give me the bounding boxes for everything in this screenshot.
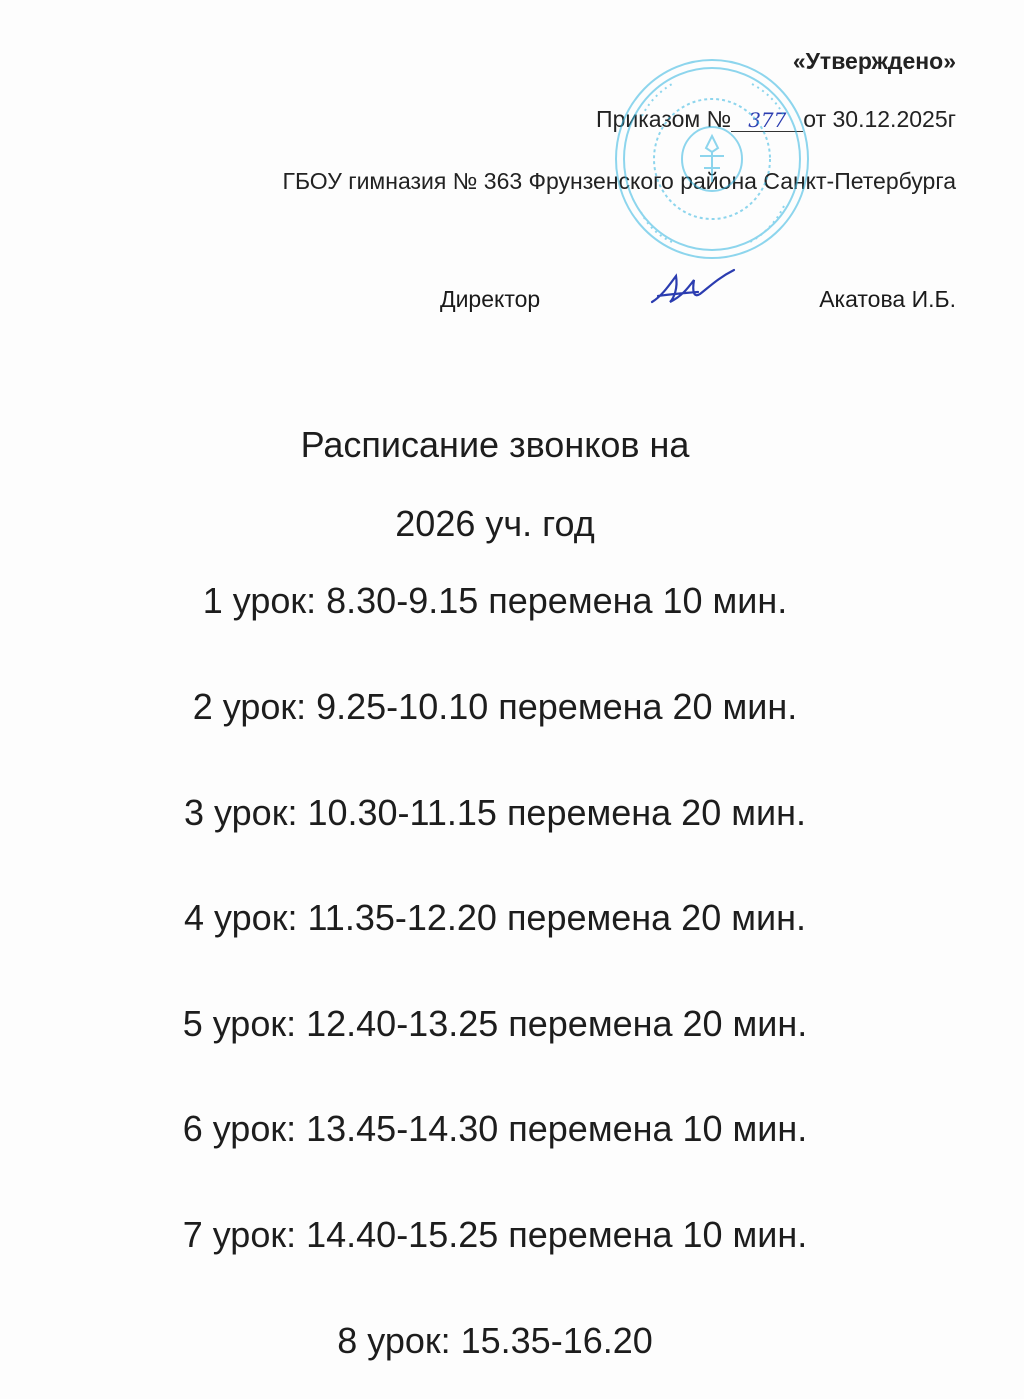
approved-label: «Утверждено» xyxy=(792,48,956,74)
signature-icon xyxy=(648,266,738,312)
list-item: 7 урок: 14.40-15.25 перемена 10 мин. xyxy=(182,1214,808,1255)
school-name: ГБОУ гимназия № 363 Фрунзенского района Санкт-Петербурга xyxy=(282,168,956,194)
order-date: от 30.12.2025г xyxy=(803,106,956,132)
list-item: 3 урок: 10.30-11.15 перемена 20 мин. xyxy=(184,792,806,833)
page-title-line2: 2026 уч. год xyxy=(395,503,595,544)
order-number: 377 xyxy=(731,109,803,132)
director-name: Акатова И.Б. xyxy=(819,286,956,312)
director-role: Директор xyxy=(440,286,541,312)
page-title-line1: Расписание звонков на xyxy=(300,424,690,465)
list-item: 1 урок: 8.30-9.15 перемена 10 мин. xyxy=(202,580,788,621)
list-item: 5 урок: 12.40-13.25 перемена 20 мин. xyxy=(182,1003,808,1044)
list-item: 8 урок: 15.35-16.20 xyxy=(337,1320,653,1361)
official-stamp-icon xyxy=(612,56,812,262)
list-item: 6 урок: 13.45-14.30 перемена 10 мин. xyxy=(182,1108,808,1149)
list-item: 2 урок: 9.25-10.10 перемена 20 мин. xyxy=(192,686,798,727)
list-item: 4 урок: 11.35-12.20 перемена 20 мин. xyxy=(184,897,806,938)
order-prefix: Приказом № xyxy=(596,106,732,132)
